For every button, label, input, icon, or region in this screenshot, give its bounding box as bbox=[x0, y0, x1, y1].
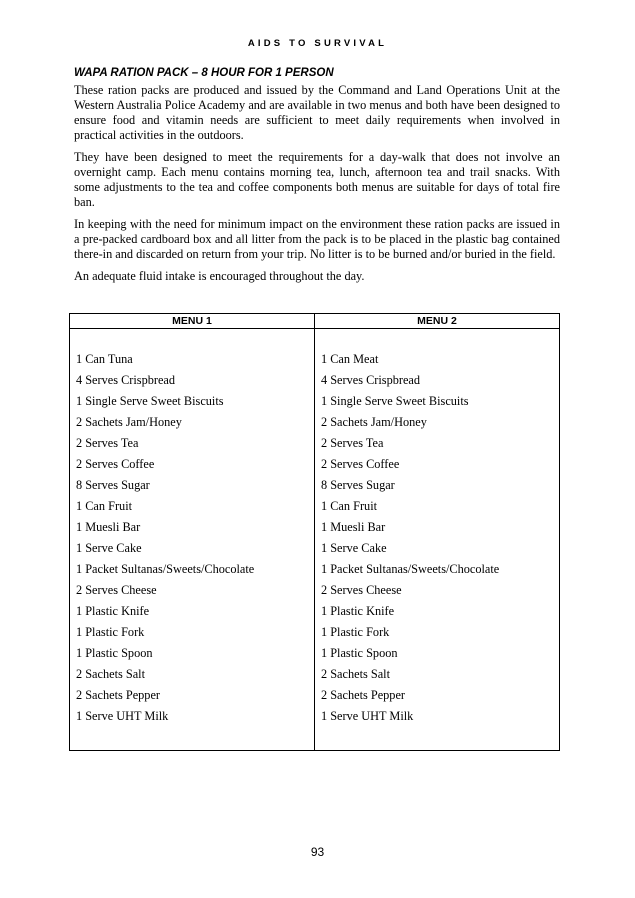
running-header: AIDS TO SURVIVAL bbox=[247, 38, 388, 49]
list-item: 1 Serve Cake bbox=[76, 541, 142, 555]
list-item: 2 Serves Coffee bbox=[321, 457, 400, 471]
paragraph-day-walk: They have been designed to meet the requirements for a day-walk that does not involve an overnight camp. Each menu contains morning tea, lunch, afternoon tea and trail snacks. With some adjustments to the tea and coffee components both menus are suitable for days of total fire ban. bbox=[74, 150, 560, 209]
list-item: 2 Sachets Jam/Honey bbox=[76, 415, 182, 429]
list-item: 1 Plastic Fork bbox=[321, 625, 390, 639]
list-item: 8 Serves Sugar bbox=[76, 478, 150, 492]
menu-table bbox=[69, 313, 560, 751]
list-item: 1 Single Serve Sweet Biscuits bbox=[321, 394, 469, 408]
menu-2-list bbox=[321, 349, 559, 727]
list-item: 1 Packet Sultanas/Sweets/Chocolate bbox=[76, 562, 255, 576]
list-item: 1 Serve Cake bbox=[321, 541, 387, 555]
list-item: 4 Serves Crispbread bbox=[76, 373, 176, 387]
body-text bbox=[74, 83, 560, 291]
column-header-menu-1: MENU 1 bbox=[70, 314, 315, 329]
menu-2-cell bbox=[315, 329, 560, 751]
list-item: 2 Serves Coffee bbox=[76, 457, 155, 471]
list-item: 2 Serves Tea bbox=[321, 436, 384, 450]
list-item: 2 Sachets Pepper bbox=[321, 688, 406, 702]
menu-table-header-row bbox=[70, 314, 560, 329]
list-item: 2 Serves Tea bbox=[76, 436, 139, 450]
list-item: 1 Plastic Fork bbox=[76, 625, 145, 639]
section-title: WAPA RATION PACK – 8 HOUR FOR 1 PERSON bbox=[74, 67, 334, 79]
list-item: 2 Sachets Jam/Honey bbox=[321, 415, 427, 429]
list-item: 1 Plastic Spoon bbox=[76, 646, 153, 660]
list-item: 1 Can Tuna bbox=[76, 352, 133, 366]
list-item: 8 Serves Sugar bbox=[321, 478, 395, 492]
list-item: 2 Sachets Pepper bbox=[76, 688, 161, 702]
list-item: 2 Sachets Salt bbox=[321, 667, 390, 681]
list-item: 1 Muesli Bar bbox=[321, 520, 386, 534]
list-item: 1 Plastic Knife bbox=[76, 604, 150, 618]
list-item: 1 Serve UHT Milk bbox=[321, 709, 414, 723]
paragraph-intro: These ration packs are produced and issued by the Command and Land Operations Unit at the Western Australia Police Academy and are available in two menus and both have been designed to ensure food and vitamin needs are sufficient to meet daily requirements when involved in practical activities in the outdoors. bbox=[74, 83, 560, 142]
list-item: 1 Serve UHT Milk bbox=[76, 709, 169, 723]
paragraph-fluid-intake: An adequate fluid intake is encouraged throughout the day. bbox=[74, 269, 365, 283]
menu-table-body-row bbox=[70, 329, 560, 751]
list-item: 1 Can Meat bbox=[321, 352, 379, 366]
list-item: 1 Plastic Knife bbox=[321, 604, 395, 618]
list-item: 1 Plastic Spoon bbox=[321, 646, 398, 660]
list-item: 2 Sachets Salt bbox=[76, 667, 145, 681]
column-header-menu-2: MENU 2 bbox=[315, 314, 560, 329]
list-item: 1 Packet Sultanas/Sweets/Chocolate bbox=[321, 562, 500, 576]
menu-1-list bbox=[76, 349, 314, 727]
menu-1-cell bbox=[70, 329, 315, 751]
list-item: 2 Serves Cheese bbox=[321, 583, 402, 597]
page-number: 93 bbox=[310, 845, 325, 859]
paragraph-minimum-impact: In keeping with the need for minimum impact on the environment these ration packs are issued in a pre-packed cardboard box and all litter from the pack is to be placed in the plastic bag contained there-in and discarded on return from your trip. No litter is to be burned and/or buried in the field. bbox=[74, 217, 560, 261]
list-item: 1 Muesli Bar bbox=[76, 520, 141, 534]
list-item: 4 Serves Crispbread bbox=[321, 373, 421, 387]
list-item: 1 Single Serve Sweet Biscuits bbox=[76, 394, 224, 408]
list-item: 1 Can Fruit bbox=[76, 499, 133, 513]
list-item: 2 Serves Cheese bbox=[76, 583, 157, 597]
list-item: 1 Can Fruit bbox=[321, 499, 378, 513]
